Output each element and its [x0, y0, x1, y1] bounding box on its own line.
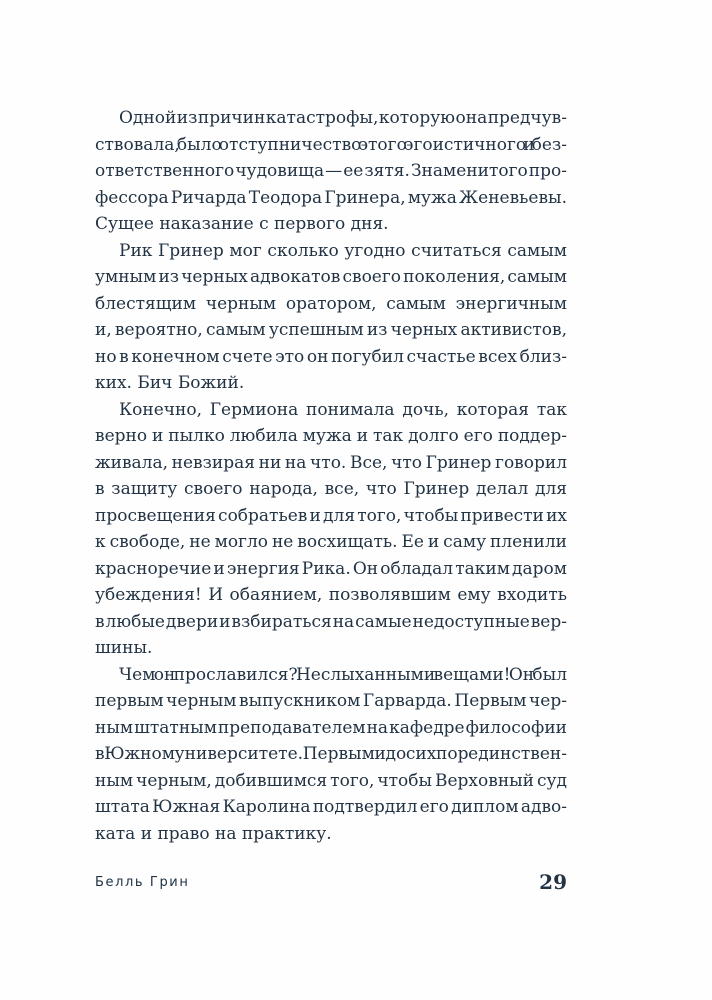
text-line: шины.: [95, 638, 153, 658]
paragraph-1: [95, 105, 567, 238]
text-line: к свободе, не могло не восхищать. Ее и саму пленили: [95, 532, 567, 552]
text-line: умным из черных адвокатов своего поколения, самым: [95, 267, 567, 287]
text-line: просвещения собратьев и для того, чтобы привести их: [95, 505, 567, 526]
paragraph-3: [95, 397, 567, 662]
paragraph-2: [95, 238, 567, 397]
text-line: Конечно, Гермиона понимала дочь, которая так: [119, 399, 567, 420]
text-line: красноречие и энергия Рика. Он обладал таким даром: [95, 558, 567, 579]
paragraph-4: [95, 662, 567, 848]
text-line: штата Южная Каролина подтвердил его диплом адво-: [95, 797, 567, 817]
text-line: ответственного чудовища — ее зятя. Знаменитого про-: [95, 161, 567, 181]
text-line: и, вероятно, самым успешным из черных активистов,: [95, 320, 567, 340]
body-text: [95, 105, 567, 847]
text-line: фессора Ричарда Теодора Гринера, мужа Женевьевы.: [95, 187, 567, 208]
text-line: Одной из причин катастрофы, которую она предчув-: [119, 108, 567, 128]
text-line: живала, невзирая ни на что. Все, что Гринер говорил: [95, 452, 567, 473]
text-line: первым черным выпускником Гарварда. Первым чер-: [95, 691, 567, 711]
text-line: блестящим черным оратором, самым энергичным: [95, 293, 567, 314]
text-line: но в конечном счете это он погубил счастье всех близ-: [95, 346, 567, 367]
text-line: убеждения! И обаянием, позволявшим ему входить: [95, 585, 567, 605]
text-line: в любые двери и взбираться на самые недоступные вер-: [95, 611, 567, 632]
text-line: Чем он прославился? Неслыханными вещами! Он был: [119, 664, 567, 685]
running-head-author: Белль Грин: [95, 875, 190, 890]
text-line: ката и право на практику.: [95, 823, 332, 844]
text-line: ких. Бич Божий.: [95, 373, 245, 393]
page-footer: [95, 870, 567, 897]
text-line: ствовала, было отступничество этого эгоистичного и без-: [95, 134, 567, 155]
text-line: в Южном университете. Первым и до сих пор единствен-: [95, 744, 567, 764]
text-line: Сущее наказание с первого дня.: [95, 214, 389, 234]
text-line: верно и пылко любила мужа и так долго его поддер-: [95, 426, 567, 446]
text-line: ным черным, добившимся того, чтобы Верховный суд: [95, 770, 567, 791]
text-line: Рик Гринер мог сколько угодно считаться самым: [119, 240, 567, 261]
text-line: ным штатным преподавателем на кафедре философии: [95, 717, 567, 738]
page-number: 29: [539, 870, 567, 894]
text-line: в защиту своего народа, все, что Гринер делал для: [95, 479, 567, 499]
